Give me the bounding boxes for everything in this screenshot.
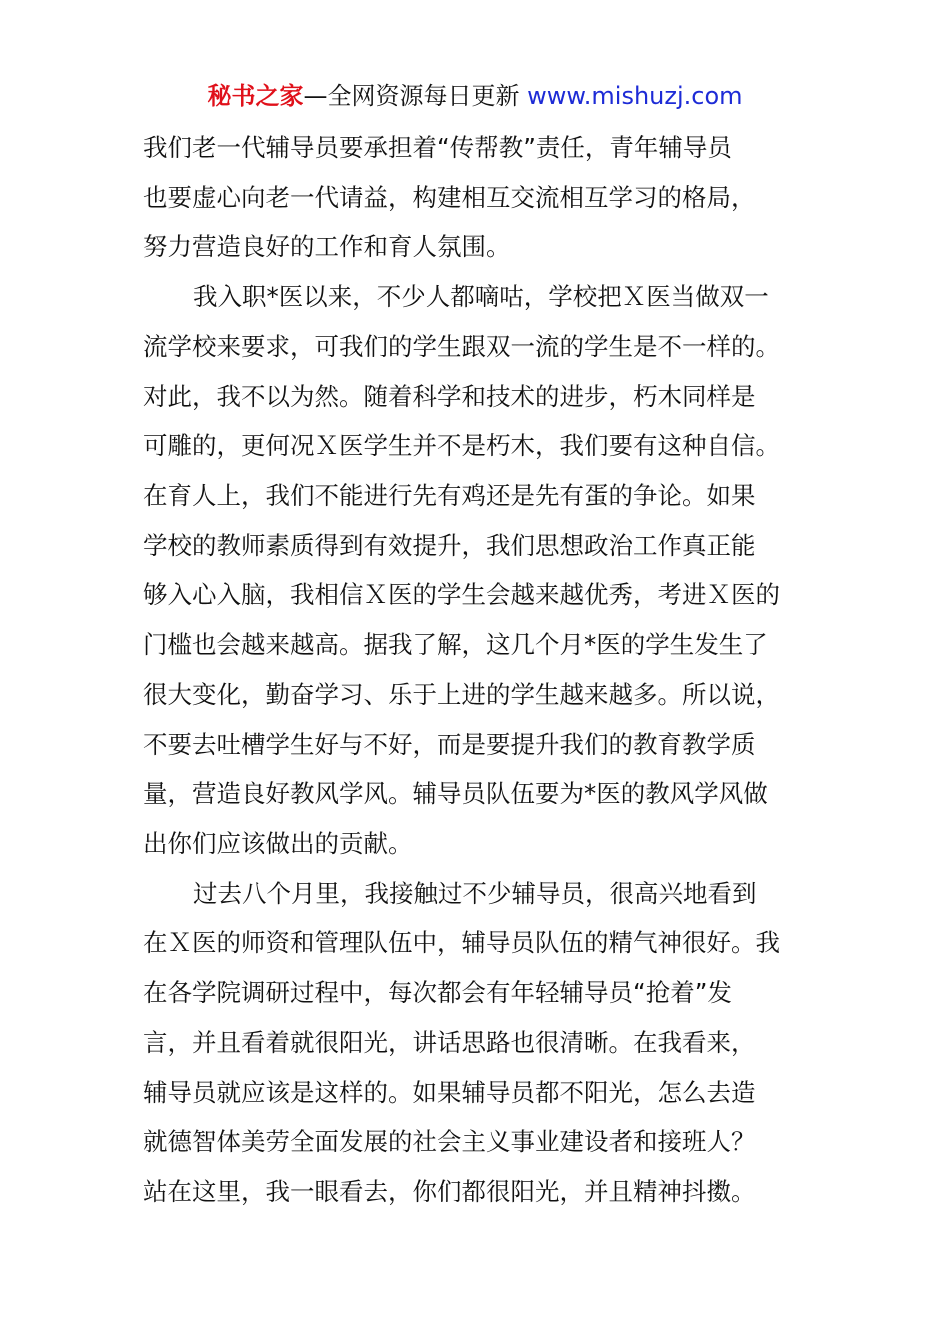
text-line: 就德智体美劳全面发展的社会主义事业建设者和接班人？	[143, 1127, 756, 1156]
text-line: 不要去吐槽学生好与不好，而是要提升我们的教育教学质	[143, 730, 756, 759]
text-line: 量，营造良好教风学风。辅导员队伍要为*医的教风学风做	[143, 779, 768, 808]
paragraph-first-line: 我入职*医以来，不少人都嘀咕，学校把Ｘ医当做双一	[193, 282, 769, 311]
text-line: 门槛也会越来越高。据我了解，这几个月*医的学生发生了	[143, 630, 768, 659]
text-line: 在Ｘ医的师资和管理队伍中，辅导员队伍的精气神很好。我	[143, 928, 780, 957]
text-line: 在各学院调研过程中，每次都会有年轻辅导员“抢着”发	[143, 978, 732, 1007]
paragraph-first-line: 过去八个月里，我接触过不少辅导员，很高兴地看到	[193, 879, 757, 908]
text-line: 在育人上，我们不能进行先有鸡还是先有蛋的争论。如果	[143, 481, 756, 510]
brand-name: 秘书之家	[207, 82, 304, 110]
text-line: 努力营造良好的工作和育人氛围。	[143, 232, 511, 261]
text-line: 对此，我不以为然。随着科学和技术的进步，朽木同样是	[143, 382, 756, 411]
text-line: 辅导员就应该是这样的。如果辅导员都不阳光，怎么去造	[143, 1078, 756, 1107]
text-line: 学校的教师素质得到有效提升，我们思想政治工作真正能	[143, 531, 756, 560]
header-tagline: —全网资源每日更新	[303, 82, 520, 110]
text-line: 站在这里，我一眼看去，你们都很阳光，并且精神抖擞。	[143, 1177, 756, 1206]
website-link[interactable]: www.mishuzj.com	[527, 82, 743, 110]
text-line: 很大变化，勤奋学习、乐于上进的学生越来越多。所以说，	[143, 680, 780, 709]
text-line: 出你们应该做出的贡献。	[143, 829, 413, 858]
text-line: 够入心入脑，我相信Ｘ医的学生会越来越优秀，考进Ｘ医的	[143, 580, 780, 609]
text-line: 流学校来要求，可我们的学生跟双一流的学生是不一样的。	[143, 332, 780, 361]
text-line: 可雕的，更何况Ｘ医学生并不是朽木，我们要有这种自信。	[143, 431, 780, 460]
text-line: 也要虚心向老一代请益，构建相互交流相互学习的格局，	[143, 183, 756, 212]
text-line: 言，并且看着就很阳光，讲话思路也很清晰。在我看来，	[143, 1028, 756, 1057]
text-line: 我们老一代辅导员要承担着“传帮教”责任，青年辅导员	[143, 133, 732, 162]
page-header	[0, 80, 950, 112]
